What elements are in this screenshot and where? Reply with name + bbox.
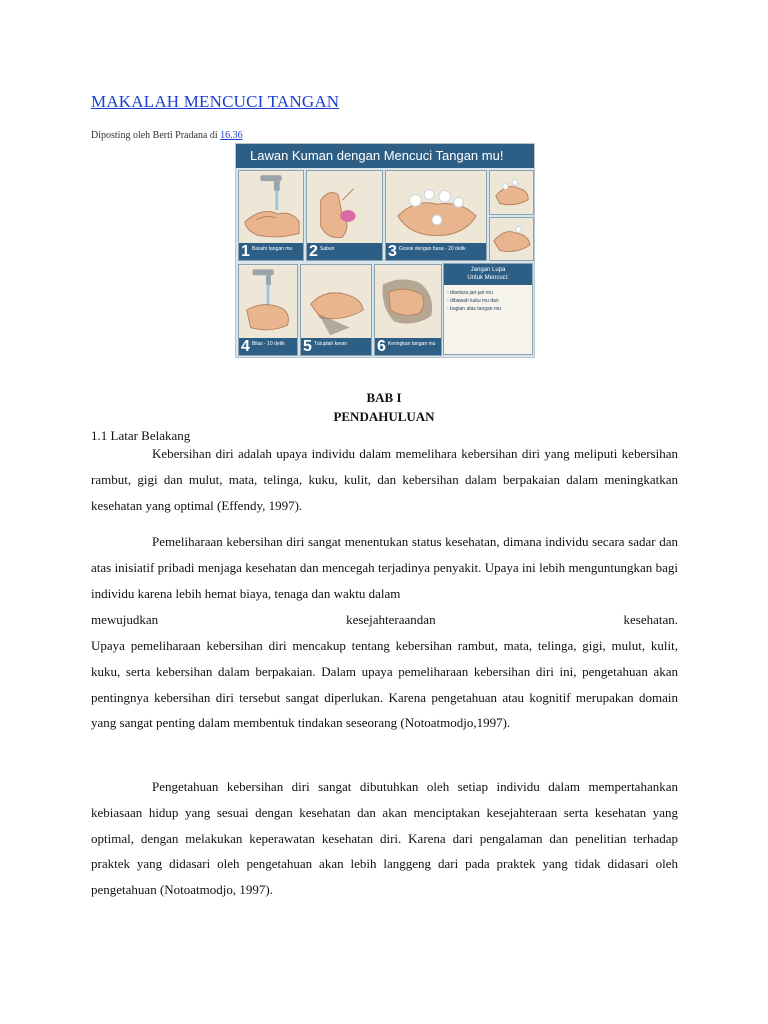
poster-reminder-box bbox=[443, 263, 533, 355]
step-text: Bilas - 10 detik bbox=[251, 341, 285, 347]
poster-step-1 bbox=[238, 170, 304, 261]
reminder-list bbox=[444, 289, 532, 313]
step-number: 1 bbox=[241, 243, 250, 260]
step-text: Basahi tangan mu bbox=[251, 246, 293, 252]
step-caption bbox=[375, 338, 441, 355]
poster-step-4 bbox=[238, 264, 298, 356]
poster-step-3 bbox=[385, 170, 487, 261]
step-caption bbox=[239, 243, 303, 260]
finger-scrub-illustration bbox=[490, 171, 533, 214]
post-time-link[interactable]: 16.36 bbox=[220, 130, 243, 141]
step-number: 5 bbox=[303, 338, 312, 355]
paragraph-4: Pengetahuan kebersihan diri sangat dibutuhkan oleh setiap individu dalam mempertahankan kebiasaan hidup yang sesuai dengan kesehatan dan akan menciptakan kesejahteraan serta kesehatan yang optimal, dengan melakukan keperawatan kesehatan diri. Karena dari pengalaman dan penelitian terhadap praktek yang didasari oleh pengetahuan akan lebih langgeng dari pada praktek yang tidak didasari oleh pengetahuan (Notoatmodjo, 1997). bbox=[91, 779, 678, 898]
poster-step-2 bbox=[306, 170, 383, 261]
step-caption bbox=[307, 243, 382, 260]
step-text: Keringkan tangan mu bbox=[387, 341, 436, 347]
step-number: 3 bbox=[388, 243, 397, 260]
paragraph-2: Pemeliharaan kebersihan diri sangat menentukan status kesehatan, dimana individu secara sadar dan atas inisiatif pribadi menjaga kesehatan dan mencegah terjadinya penyakit. Upaya ini lebih menguntungkan bagi individu karena lebih hemat biaya, tenaga dan waktu dalam bbox=[91, 534, 678, 601]
step-caption bbox=[386, 243, 486, 260]
reminder-heading-line2: Untuk Mencuci: bbox=[467, 275, 509, 281]
reminder-heading bbox=[444, 264, 532, 285]
paragraph-2-last-line bbox=[91, 607, 678, 633]
poster-title: Lawan Kuman dengan Mencuci Tangan mu! bbox=[236, 144, 535, 168]
section-heading: 1.1 Latar Belakang bbox=[91, 428, 191, 443]
reminder-item: - bagian atas tangan mu bbox=[447, 306, 501, 312]
step-text: Gosok dengan busa - 20 detik bbox=[398, 246, 466, 252]
paragraph-1: Kebersihan diri adalah upaya individu dalam memelihara kebersihan diri yang meliputi kebersihan rambut, gigi dan mulut, mata, telinga, kuku, kulit, dan kebersihan dalam berpakaian dalam meningkatkan kesehatan yang optimal (Effendy, 1997). bbox=[91, 446, 678, 513]
post-byline bbox=[91, 130, 243, 141]
step-caption bbox=[239, 338, 297, 355]
post-title[interactable]: MAKALAH MENCUCI TANGAN bbox=[91, 92, 340, 111]
p2-word-b: kesejahteraandan bbox=[346, 612, 436, 627]
chapter-label: BAB I bbox=[366, 390, 402, 405]
step-text: Sabun bbox=[319, 246, 335, 252]
p2-word-c: kesehatan. bbox=[623, 612, 678, 627]
poster-step-6 bbox=[374, 264, 442, 356]
poster-detail-bottom bbox=[489, 217, 534, 261]
reminder-heading-line1: Jangan Lupa bbox=[470, 267, 506, 273]
chapter-title: PENDAHULUAN bbox=[333, 409, 435, 424]
step-number: 2 bbox=[309, 243, 318, 260]
step-number: 4 bbox=[241, 338, 250, 355]
step-number: 6 bbox=[377, 338, 386, 355]
reminder-item: - dibawah kuku mu dan bbox=[447, 298, 499, 304]
reminder-item: - diantara jari-jari mu bbox=[447, 290, 493, 296]
step-text: Tutuplah keran bbox=[313, 341, 348, 347]
step-caption bbox=[301, 338, 371, 355]
poster-step-5 bbox=[300, 264, 372, 356]
palm-scrub-illustration bbox=[490, 218, 533, 260]
p2-word-a: mewujudkan bbox=[91, 612, 159, 627]
paragraph-3: Upaya pemeliharaan kebersihan diri mencakup tentang kebersihan rambut, mata, telinga, gigi, mulut, kulit, kuku, serta kebersihan dalam berpakaian. Dalam upaya pemeliharaan kebersihan diri ini, pengetahuan akan pentingnya kebersihan diri tersebut sangat diperlukan. Karena pengetahuan atau kognitif merupakan domain yang sangat penting dalam membentuk tindakan seseorang (Notoatmodjo,1997). bbox=[91, 638, 678, 731]
poster-detail-top bbox=[489, 170, 534, 215]
byline-prefix: Diposting oleh Berti Pradana di bbox=[91, 130, 221, 141]
